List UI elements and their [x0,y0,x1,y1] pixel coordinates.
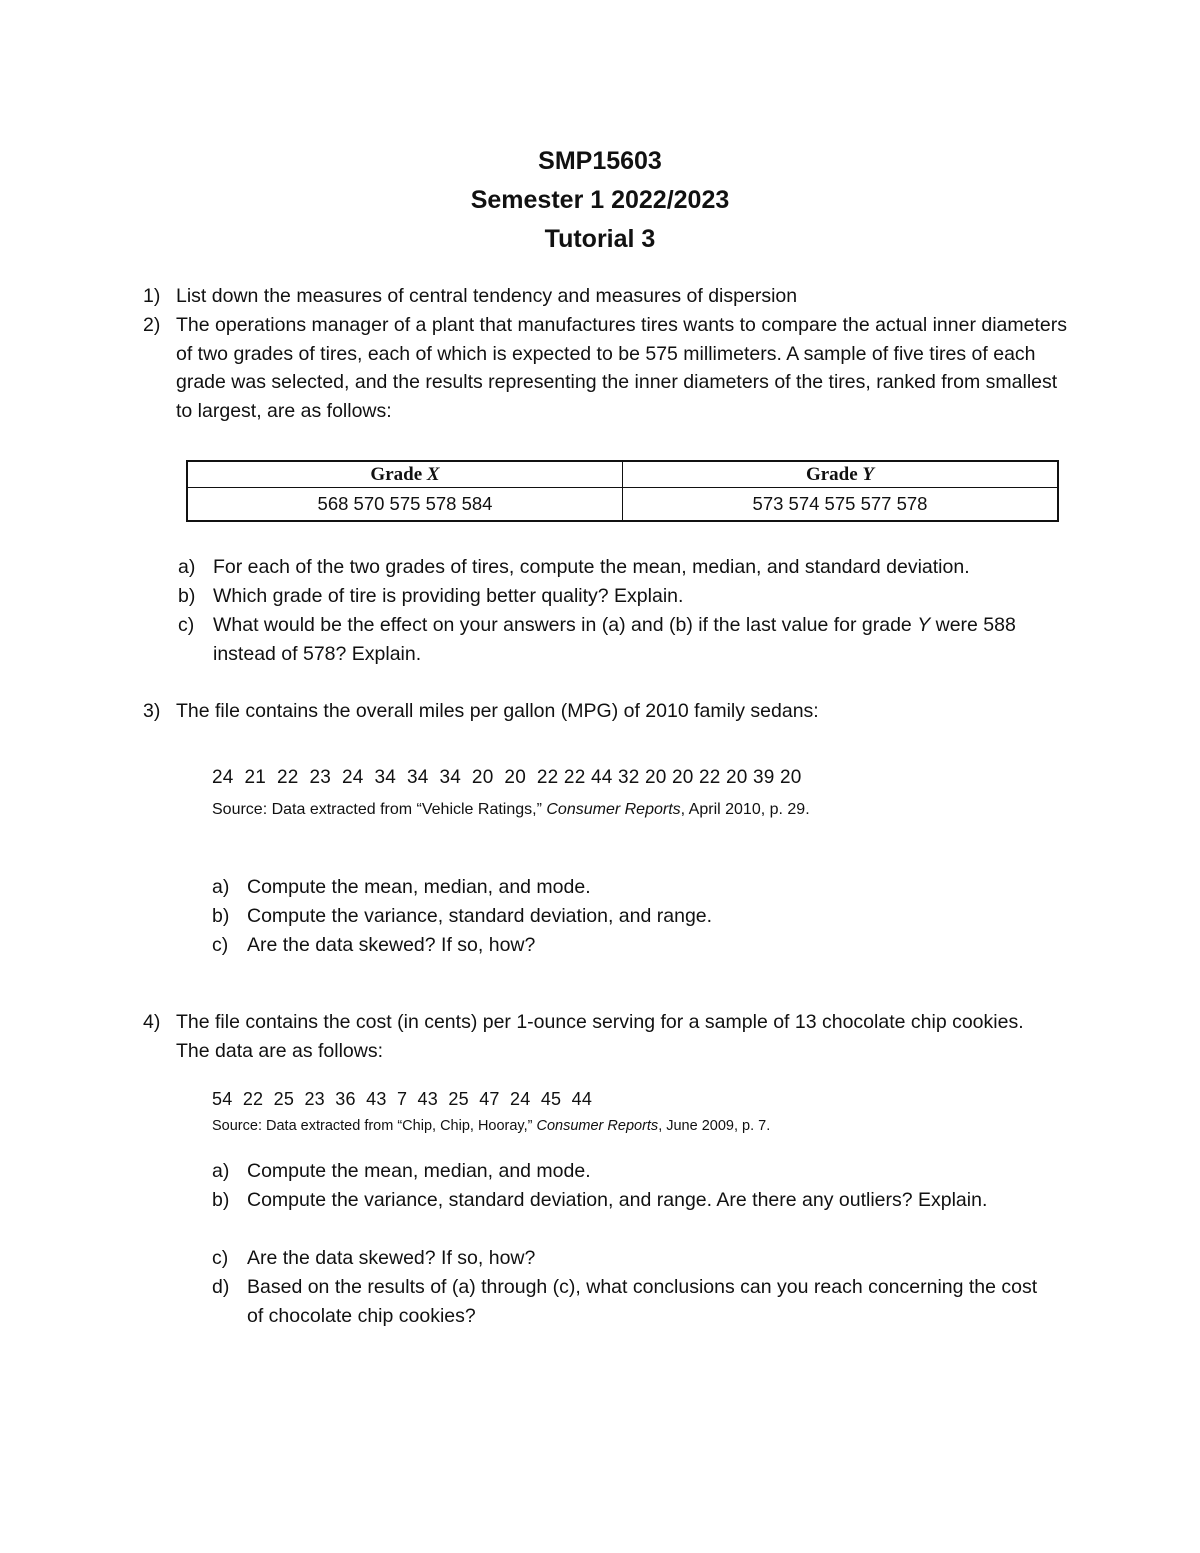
question-2 [143,311,1068,425]
q2-part-a [178,553,1078,582]
question-4 [143,1008,1043,1065]
tutorial-title: Tutorial 3 [544,225,656,253]
question-1 [143,282,1073,311]
question-number: 3) [143,700,161,722]
q4-part-c [212,1244,1062,1273]
question-text: The file contains the cost (in cents) per 1-ounce serving for a sample of 13 chocolate chip cookies. The data are as follows: [176,1011,1024,1062]
question-text: The file contains the overall miles per gallon (MPG) of 2010 family sedans: [176,700,819,722]
table-header-row [187,461,1058,488]
q4-part-b [212,1186,1002,1215]
mpg-data: 24 21 22 23 24 34 34 34 20 20 22 22 44 32 20 20 22 20 39 20 [212,767,802,788]
part-label: d) [212,1276,230,1298]
q2-part-c [178,611,1048,668]
data-source: Source: Data extracted from “Chip, Chip, Hooray,” Consumer Reports, June 2009, p. 7. [212,1118,771,1134]
grade-y-header: Grade Y [623,461,1059,488]
cookie-cost-data: 54 22 25 23 36 43 7 43 25 47 24 45 44 [212,1089,593,1109]
q4-part-d [212,1273,1042,1330]
semester-title: Semester 1 2022/2023 [470,186,730,214]
part-text: Based on the results of (a) through (c), what conclusions can you reach concerning the cost of chocolate chip cookies? [247,1276,1038,1327]
part-text: Compute the variance, standard deviation, and range. [247,905,713,927]
data-source: Source: Data extracted from “Vehicle Ratings,” Consumer Reports, April 2010, p. 29. [212,801,810,818]
course-code: SMP15603 [538,147,662,175]
question-number: 4) [143,1011,161,1033]
q3-part-a [212,873,1062,902]
part-text: Compute the mean, median, and mode. [247,876,591,898]
part-label: a) [212,876,230,898]
part-label: a) [178,556,196,578]
part-text: For each of the two grades of tires, compute the mean, median, and standard deviation. [213,556,970,578]
question-text: The operations manager of a plant that manufactures tires wants to compare the actual inner diameters of two grades of tires, each of which is expected to be 575 millimeters. A sample of five tires of each grade was selected, and the results representing the inner diameters of the tires, ranked from smallest to largest, are as follows: [176,314,1067,422]
question-number: 2) [143,314,161,336]
part-label: b) [212,1189,230,1211]
grade-x-header: Grade X [187,461,623,488]
q3-part-c [212,931,1062,960]
tire-grades-table [186,460,1059,522]
q2-part-b [178,582,1078,611]
question-text: List down the measures of central tendency and measures of dispersion [176,285,798,307]
part-text: Which grade of tire is providing better quality? Explain. [213,585,684,607]
part-text: What would be the effect on your answers in (a) and (b) if the last value for grade Y were 588 instead of 578? Explain. [213,614,1016,665]
question-number: 1) [143,285,161,307]
part-text: Are the data skewed? If so, how? [247,934,536,956]
q4-part-a [212,1157,1062,1186]
question-3 [143,697,1073,726]
part-label: c) [178,614,195,636]
grade-x-values: 568 570 575 578 584 [187,488,623,522]
q3-part-b [212,902,1062,931]
part-text: Compute the mean, median, and mode. [247,1160,591,1182]
part-text: Compute the variance, standard deviation, and range. Are there any outliers? Explain. [247,1189,988,1211]
part-label: c) [212,934,229,956]
part-label: b) [212,905,230,927]
part-label: b) [178,585,196,607]
part-text: Are the data skewed? If so, how? [247,1247,536,1269]
part-label: a) [212,1160,230,1182]
table-row [187,488,1058,522]
part-label: c) [212,1247,229,1269]
grade-y-values: 573 574 575 577 578 [623,488,1059,522]
